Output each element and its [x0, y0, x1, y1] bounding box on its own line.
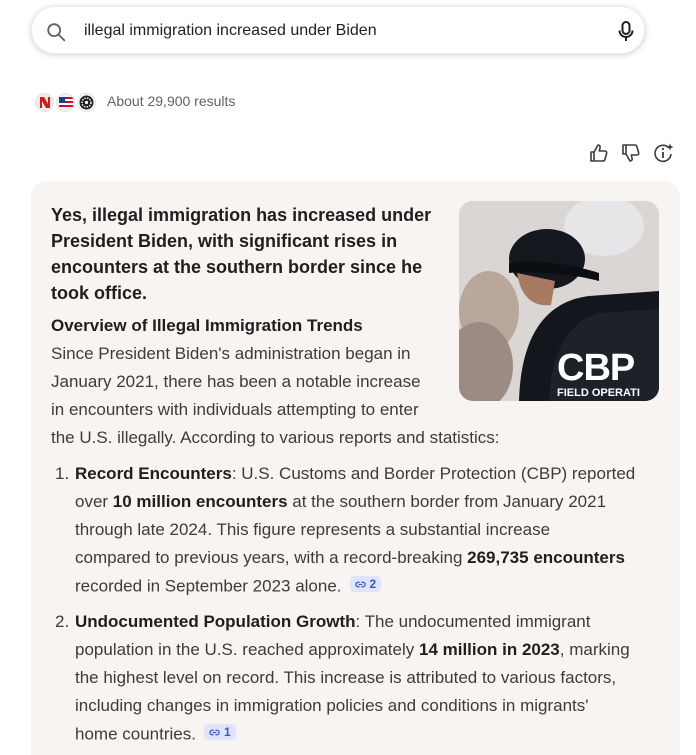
source-icons[interactable] [35, 91, 98, 113]
list-number: 2. [55, 612, 70, 631]
list-item-line: the highest level on record. This increase is attributed to various factors, [75, 668, 617, 687]
citation-chip[interactable]: 2 [350, 576, 382, 592]
search-input[interactable] [84, 19, 604, 43]
result-count: About 29,900 results [107, 93, 236, 109]
ai-answer-card [31, 181, 680, 755]
microphone-icon[interactable] [616, 20, 636, 42]
image-logo-text: CBP [557, 347, 635, 389]
sparkle-info-icon[interactable] [652, 142, 674, 164]
list-item-line: home countries. 1 [75, 724, 236, 745]
badge-logo-icon[interactable] [77, 93, 96, 112]
citation-chip[interactable]: 1 [204, 724, 236, 740]
list-number: 1. [55, 464, 70, 483]
intro-line: January 2021, there has been a notable increase [51, 372, 421, 391]
thumbs-down-icon[interactable] [620, 142, 642, 164]
list-item-line: Record Encounters: U.S. Customs and Border Protection (CBP) reported [75, 464, 636, 483]
list-item-line: through late 2024. This figure represents a substantial increase [75, 520, 551, 539]
list-item-line: recorded in September 2023 alone. 2 [75, 576, 381, 597]
list-item-line: including changes in immigration policies and conditions in migrants' [75, 696, 589, 715]
search-bar[interactable] [31, 6, 645, 54]
list-item-line: Undocumented Population Growth: The undocumented immigrant [75, 612, 591, 631]
list-item-line: population in the U.S. reached approximately 14 million in 2023, marking [75, 640, 630, 659]
image-sub-text: FIELD OPERATI [557, 387, 640, 399]
list-item-line: compared to previous years, with a record-breaking 269,735 encounters [75, 548, 625, 567]
answer-headline: Yes, illegal immigration has increased under President Biden, with significant rises in encounters at the southern border since he took office. [51, 205, 432, 303]
flag-icon[interactable] [56, 93, 75, 112]
intro-line: in encounters with individuals attempting to enter [51, 400, 419, 419]
list-item-line: over 10 million encounters at the southern border from January 2021 [75, 492, 607, 511]
thumbs-up-icon[interactable] [588, 142, 610, 164]
intro-line: Since President Biden's administration began in [51, 344, 411, 363]
news-logo-icon[interactable] [35, 93, 54, 112]
link-icon [355, 579, 366, 590]
intro-line: the U.S. illegally. According to various reports and statistics: [51, 428, 500, 447]
search-icon[interactable] [45, 21, 67, 43]
section-title: Overview of Illegal Immigration Trends [51, 316, 363, 335]
link-icon [209, 727, 220, 738]
cbp-officer-image[interactable] [459, 201, 659, 401]
